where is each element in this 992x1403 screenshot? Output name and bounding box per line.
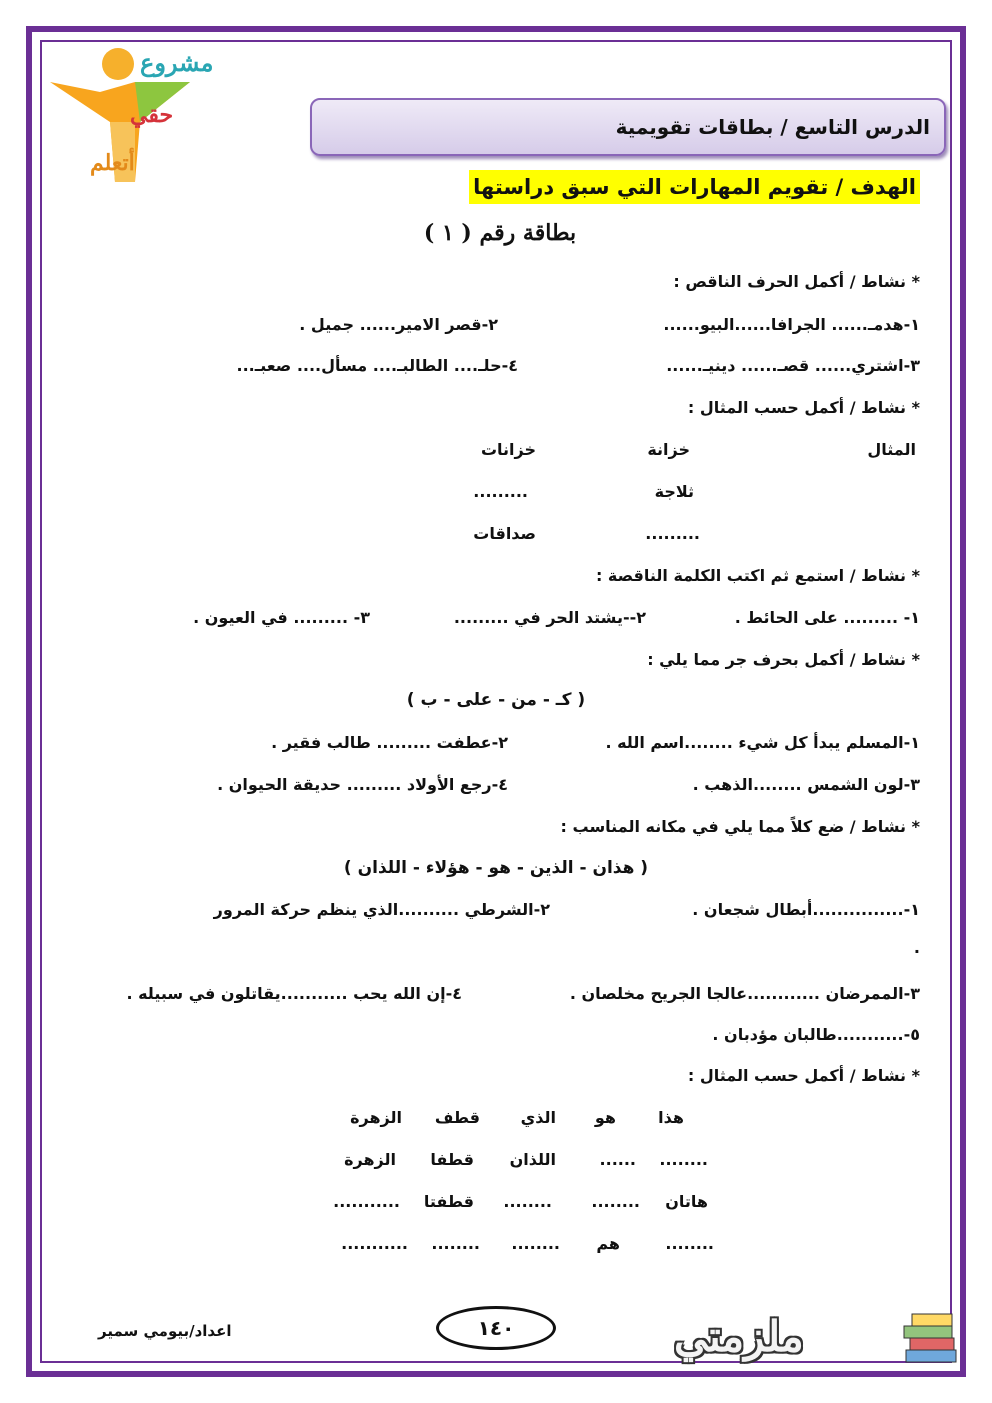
act3-sentence-2: ٢--يشتد الحر في ......... xyxy=(453,608,646,627)
act6-cell: ........... xyxy=(333,1192,400,1211)
act4-item-1: ١-المسلم يبدأ كل شيء ........اسم الله . xyxy=(605,733,920,752)
act6-cell: اللذان xyxy=(509,1150,556,1169)
act5-item-3: ٣-الممرضان ............عالجا الجريح مخلصان . xyxy=(569,984,920,1003)
watermark-text: ملزمتي xyxy=(674,1312,804,1361)
act2-example-label: المثال xyxy=(867,440,916,459)
act1-item-4: ٤-حلـ.... الطالبـ.... مسأل.... صعبـ... xyxy=(236,356,518,375)
act6-cell: قطف xyxy=(434,1108,480,1127)
act4-item-2: ٢-عطفت ......... طالب فقير . xyxy=(271,733,508,752)
author-credit: اعداد/بيومي سمير xyxy=(98,1322,232,1340)
act6-cell: هو xyxy=(594,1108,616,1127)
act6-cell: ........... xyxy=(341,1234,408,1253)
logo-word-learn: أتعلم xyxy=(90,150,135,176)
act6-cell: قطفتا xyxy=(423,1192,474,1211)
logo-word-project: مشروع xyxy=(140,48,214,77)
act5-item-5: ٥-...........طالبان مؤدبان . xyxy=(712,1025,920,1044)
activity-5-title: * نشاط / ضع كلاً مما يلي في مكانه المناسب : xyxy=(560,817,920,836)
act6-cell: ........ xyxy=(431,1234,480,1253)
act6-cell: ........ xyxy=(665,1234,714,1253)
act6-cell: ........ xyxy=(503,1192,552,1211)
act6-cell: هذا xyxy=(658,1108,684,1127)
act6-cell: ........ xyxy=(659,1150,708,1169)
lesson-goal: الهدف / تقويم المهارات التي سبق دراستها xyxy=(469,170,920,204)
act5-options: ( هذان - الذين - هو - هؤلاء - اللذان ) xyxy=(343,858,649,878)
page-number: ١٤٠ xyxy=(477,1316,515,1340)
act6-cell: هم xyxy=(596,1234,620,1253)
activity-2-title: * نشاط / أكمل حسب المثال : xyxy=(687,398,920,417)
act2-blank: ......... xyxy=(645,524,700,543)
act6-cell: الزهرة xyxy=(344,1150,396,1169)
act1-item-1: ١-هدمـ...... الجرافا......البيو...... xyxy=(663,315,920,334)
watermark-logo xyxy=(664,1306,964,1376)
act5-item-1: ١-...............أبطال شجعان . xyxy=(692,900,920,919)
act6-cell: ........ xyxy=(511,1234,560,1253)
act2-word: صداقات xyxy=(473,524,536,543)
act2-word: خزانة xyxy=(647,440,690,459)
act4-options: ( كـ - من - على - ب ) xyxy=(406,690,586,710)
logo-word-right: حقي xyxy=(130,102,174,128)
act6-cell: ........ xyxy=(591,1192,640,1211)
act6-cell: الذي xyxy=(520,1108,556,1127)
act6-cell: قطفا xyxy=(430,1150,474,1169)
activity-6-title: * نشاط / أكمل حسب المثال : xyxy=(687,1066,920,1085)
act2-word: خزانات xyxy=(480,440,536,459)
page-number-badge xyxy=(436,1306,556,1350)
act5-item-4: ٤-إن الله يحب ...........يقاتلون في سبيله . xyxy=(126,984,462,1003)
activity-1-title: * نشاط / أكمل الحرف الناقص : xyxy=(673,272,920,291)
books-icon xyxy=(900,1308,962,1370)
act2-word: ثلاجة xyxy=(654,482,694,501)
project-logo xyxy=(40,42,230,192)
act2-blank: ......... xyxy=(473,482,528,501)
card-title: بطاقة رقم ( ١ ) xyxy=(423,220,577,246)
act6-cell: الزهرة xyxy=(350,1108,402,1127)
act4-item-3: ٣-لون الشمس ........الذهب . xyxy=(692,775,920,794)
act5-stray-dot: . xyxy=(913,938,920,957)
act4-item-4: ٤-رجع الأولاد ......... حديقة الحيوان . xyxy=(217,775,508,794)
act3-sentence-1: ١- ......... على الحائط . xyxy=(734,608,920,627)
activity-3-title: * نشاط / استمع ثم اكتب الكلمة الناقصة : xyxy=(595,566,920,585)
lesson-header xyxy=(310,98,946,156)
act1-item-3: ٣-اشتري...... قصـ...... دينيـ...... xyxy=(666,356,920,375)
activity-4-title: * نشاط / أكمل بحرف جر مما يلي : xyxy=(647,650,920,669)
act6-cell: هاتان xyxy=(665,1192,708,1211)
lesson-title: الدرس التاسع / بطاقات تقويمية xyxy=(615,115,930,139)
act5-item-2: ٢-الشرطي ..........الذي ينظم حركة المرور xyxy=(213,900,550,919)
act3-sentence-3: ٣- ......... في العيون . xyxy=(193,608,370,627)
act1-item-2: ٢-قصر الامير...... جميل . xyxy=(299,315,498,334)
act6-cell: ...... xyxy=(599,1150,636,1169)
